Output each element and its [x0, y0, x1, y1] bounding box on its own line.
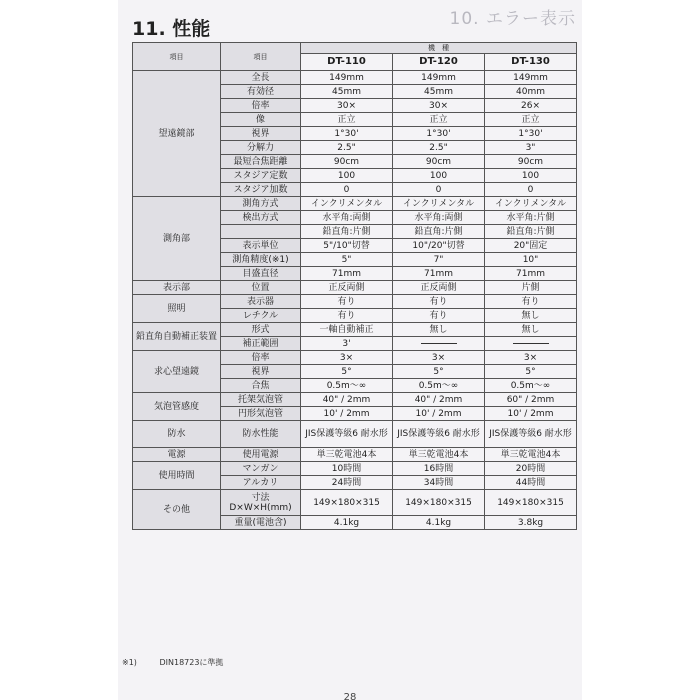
spec-value: 一軸自動補正 [301, 323, 393, 337]
spec-value: 0 [393, 183, 485, 197]
row-label: 視界 [221, 365, 301, 379]
category-label: 測角部 [133, 197, 221, 281]
spec-value: 3× [301, 351, 393, 365]
table-row [133, 393, 577, 407]
spec-value: 4.1kg [393, 516, 485, 530]
table-row [133, 490, 577, 516]
spec-value: 10時間 [301, 462, 393, 476]
row-label: 倍率 [221, 351, 301, 365]
spec-value: 単三乾電池4本 [485, 448, 577, 462]
category-label: 気泡管感度 [133, 393, 221, 421]
row-label: 検出方式 [221, 211, 301, 225]
spec-value: 100 [301, 169, 393, 183]
spec-value: 正立 [485, 113, 577, 127]
spec-value: 16時間 [393, 462, 485, 476]
row-label: 視界 [221, 127, 301, 141]
spec-value: 1°30' [301, 127, 393, 141]
row-label: マンガン [221, 462, 301, 476]
category-label: 照明 [133, 295, 221, 323]
spec-value: 3' [301, 337, 393, 351]
spec-value: 5° [301, 365, 393, 379]
not-applicable-dash [513, 343, 549, 344]
spec-value: 0.5m～∞ [301, 379, 393, 393]
category-label: 求心望遠鏡 [133, 351, 221, 393]
row-label: 倍率 [221, 99, 301, 113]
spec-value: 2.5" [301, 141, 393, 155]
model-name: DT-110 [301, 54, 393, 71]
spec-value: 100 [393, 169, 485, 183]
spec-value: 149mm [393, 71, 485, 85]
spec-value: 71mm [301, 267, 393, 281]
category-label: 表示部 [133, 281, 221, 295]
table-row [133, 323, 577, 337]
header-item: 項目 [133, 43, 221, 71]
row-label: 使用電源 [221, 448, 301, 462]
table-row [133, 448, 577, 462]
spec-value: 20時間 [485, 462, 577, 476]
spec-value: 0.5m～∞ [393, 379, 485, 393]
spec-value: 7" [393, 253, 485, 267]
model-name: DT-130 [485, 54, 577, 71]
spec-value: 鉛直角:片側 [393, 225, 485, 239]
spec-value: 34時間 [393, 476, 485, 490]
spec-value: 正反両側 [301, 281, 393, 295]
table-row [133, 462, 577, 476]
spec-value: 26× [485, 99, 577, 113]
spec-value: 90cm [301, 155, 393, 169]
row-label: 合焦 [221, 379, 301, 393]
row-label: 測角精度(※1) [221, 253, 301, 267]
spec-value: 10" [485, 253, 577, 267]
category-label: 望遠鏡部 [133, 71, 221, 197]
spec-value: 無し [393, 323, 485, 337]
row-label: 位置 [221, 281, 301, 295]
category-label: 電源 [133, 448, 221, 462]
table-row [133, 71, 577, 85]
spec-value: 71mm [393, 267, 485, 281]
table-row [133, 351, 577, 365]
spec-value: 90cm [393, 155, 485, 169]
footnote [122, 657, 243, 668]
footnote-mark: ※1) [122, 658, 137, 667]
spec-value: 10' / 2mm [301, 407, 393, 421]
row-label: 托架気泡管 [221, 393, 301, 407]
spec-value: 水平角:片側 [485, 211, 577, 225]
row-label: 形式 [221, 323, 301, 337]
header-models: 機 種 [301, 43, 577, 54]
spec-value: 149mm [485, 71, 577, 85]
row-label: スタジア加数 [221, 183, 301, 197]
spec-value: 4.1kg [301, 516, 393, 530]
spec-value: 149mm [301, 71, 393, 85]
spec-value: 24時間 [301, 476, 393, 490]
spec-value: JIS保護等級6 耐水形 [485, 421, 577, 448]
spec-value: 単三乾電池4本 [301, 448, 393, 462]
spec-value: 45mm [301, 85, 393, 99]
row-label: 測角方式 [221, 197, 301, 211]
bleed-through-heading: 10. エラー表示 [449, 9, 576, 29]
spec-value: 片側 [485, 281, 577, 295]
row-label: 有効径 [221, 85, 301, 99]
spec-value: 149×180×315 [485, 490, 577, 516]
spec-value: 100 [485, 169, 577, 183]
row-label: アルカリ [221, 476, 301, 490]
row-label: 目盛直径 [221, 267, 301, 281]
spec-value: 5"/10"切替 [301, 239, 393, 253]
spec-value: 有り [393, 295, 485, 309]
spec-value: 30× [393, 99, 485, 113]
page-number: 28 [343, 692, 357, 700]
row-label: 重量(電池含) [221, 516, 301, 530]
spec-value: 0 [301, 183, 393, 197]
row-label: 防水性能 [221, 421, 301, 448]
row-label: 表示器 [221, 295, 301, 309]
spec-value: 1°30' [485, 127, 577, 141]
spec-value: 60" / 2mm [485, 393, 577, 407]
spec-value: 149×180×315 [393, 490, 485, 516]
row-label: 寸法 D×W×H(mm) [221, 490, 301, 516]
spec-value: 3" [485, 141, 577, 155]
spec-value: 40mm [485, 85, 577, 99]
background-right [582, 0, 700, 700]
footnote-text: DIN18723に準拠 [159, 658, 224, 667]
spec-value: 149×180×315 [301, 490, 393, 516]
row-label: 表示単位 [221, 239, 301, 253]
spec-value: インクリメンタル [393, 197, 485, 211]
row-label: 分解力 [221, 141, 301, 155]
spec-value [393, 337, 485, 351]
row-label: スタジア定数 [221, 169, 301, 183]
spec-value: 鉛直角:片側 [485, 225, 577, 239]
spec-value: 5° [393, 365, 485, 379]
spec-value: 20"固定 [485, 239, 577, 253]
spec-value: 10' / 2mm [485, 407, 577, 421]
spec-value: 0.5m～∞ [485, 379, 577, 393]
row-label: 最短合焦距離 [221, 155, 301, 169]
spec-value: 無し [485, 323, 577, 337]
table-row [133, 295, 577, 309]
spec-value: 有り [301, 309, 393, 323]
spec-value: 有り [393, 309, 485, 323]
spec-value: 10' / 2mm [393, 407, 485, 421]
spec-value: 無し [485, 309, 577, 323]
spec-value: 正反両側 [393, 281, 485, 295]
category-label: 鉛直角自動補正装置 [133, 323, 221, 351]
spec-value: 71mm [485, 267, 577, 281]
spec-value: 有り [485, 295, 577, 309]
spec-value: 2.5" [393, 141, 485, 155]
row-label: 円形気泡管 [221, 407, 301, 421]
spec-value: 44時間 [485, 476, 577, 490]
row-label: 全長 [221, 71, 301, 85]
not-applicable-dash [421, 343, 457, 344]
spec-table [132, 42, 577, 530]
background-left [0, 0, 118, 700]
spec-value: 単三乾電池4本 [393, 448, 485, 462]
spec-value: インクリメンタル [485, 197, 577, 211]
spec-value: 3× [485, 351, 577, 365]
spec-value: 5° [485, 365, 577, 379]
spec-value: 1°30' [393, 127, 485, 141]
model-name: DT-120 [393, 54, 485, 71]
spec-value: 5" [301, 253, 393, 267]
spec-value: 鉛直角:片側 [301, 225, 393, 239]
spec-value: 45mm [393, 85, 485, 99]
spec-value: JIS保護等級6 耐水形 [393, 421, 485, 448]
table-row [133, 421, 577, 448]
spec-value: インクリメンタル [301, 197, 393, 211]
manual-page [118, 0, 582, 700]
category-label: その他 [133, 490, 221, 530]
header-row [133, 43, 577, 54]
spec-value: 3× [393, 351, 485, 365]
category-label: 使用時間 [133, 462, 221, 490]
spec-value: 10"/20"切替 [393, 239, 485, 253]
row-label: 像 [221, 113, 301, 127]
spec-value: 40" / 2mm [393, 393, 485, 407]
section-title: 11. 性能 [132, 18, 211, 40]
spec-value: 3.8kg [485, 516, 577, 530]
spec-value: 水平角:両側 [301, 211, 393, 225]
table-row [133, 281, 577, 295]
spec-value: 有り [301, 295, 393, 309]
table-row [133, 197, 577, 211]
row-label: 補正範囲 [221, 337, 301, 351]
spec-value: 水平角:両側 [393, 211, 485, 225]
spec-value: 正立 [301, 113, 393, 127]
spec-value: JIS保護等級6 耐水形 [301, 421, 393, 448]
spec-value: 30× [301, 99, 393, 113]
spec-value: 40" / 2mm [301, 393, 393, 407]
spec-value: 0 [485, 183, 577, 197]
row-label: レチクル [221, 309, 301, 323]
spec-value: 90cm [485, 155, 577, 169]
spec-value [485, 337, 577, 351]
category-label: 防水 [133, 421, 221, 448]
row-label [221, 225, 301, 239]
spec-value: 正立 [393, 113, 485, 127]
header-item: 項目 [221, 43, 301, 71]
